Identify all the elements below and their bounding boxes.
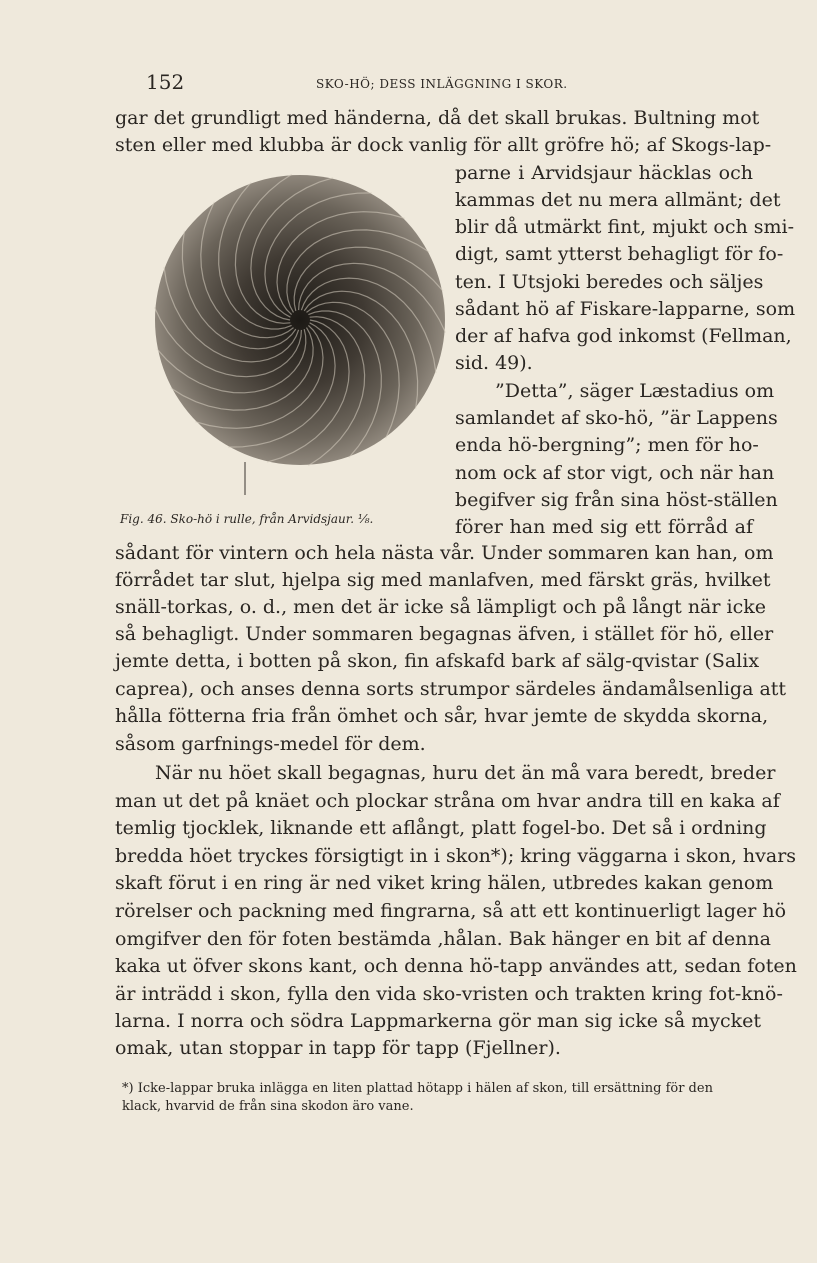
body-line: sten eller med klubba är dock vanlig för allt gröfre hö; af Skogs-lap-	[115, 134, 772, 156]
body-line: nom ock af stor vigt, och när han	[455, 462, 775, 484]
body-line: omgifver den för foten bestämda ‚hålan. Bak hänger en bit af denna	[115, 928, 771, 950]
body-line: snäll-torkas, o. d., men det är icke så lämpligt och på långt när icke	[115, 596, 766, 618]
body-line: blir då utmärkt fint, mjukt och smi-	[455, 216, 795, 238]
body-line: förer han med sig ett förråd af	[455, 516, 753, 538]
body-line: enda hö-bergning”; men för ho-	[455, 434, 759, 456]
body-line: begifver sig från sina höst-ställen	[455, 489, 778, 511]
body-line: förrådet tar slut, hjelpa sig med manlafven, med färskt gräs, hvilket	[115, 569, 771, 591]
body-line: såsom garfnings-medel för dem.	[115, 733, 426, 755]
body-line: jemte detta, i botten på skon, fin afskafd bark af sälg-qvistar (Salix	[115, 650, 760, 672]
body-line: omak, utan stoppar in tapp för tapp (Fjellner).	[115, 1037, 561, 1059]
figure-hay-roll	[150, 170, 450, 500]
body-line: ten. I Utsjoki beredes och säljes	[455, 271, 764, 293]
body-line: sid. 49).	[455, 352, 533, 374]
hay-roll-illustration	[150, 170, 450, 500]
running-head: SKO-HÖ; DESS INLÄGGNING I SKOR.	[316, 77, 568, 91]
page-header	[146, 70, 746, 100]
body-line: sådant för vintern och hela nästa vår. Under sommaren kan han, om	[115, 542, 774, 564]
body-line: kammas det nu mera allmänt; det	[455, 189, 781, 211]
body-line: man ut det på knäet och plockar stråna om hvar andra till en kaka af	[115, 790, 780, 812]
body-line: der af hafva god inkomst (Fellman,	[455, 325, 792, 347]
page-number: 152	[146, 70, 185, 94]
body-line: rörelser och packning med fingrarna, så att ett kontinuerligt lager hö	[115, 900, 787, 922]
body-line: bredda höet tryckes försigtigt in i skon*); kring väggarna i skon, hvars	[115, 845, 797, 867]
body-line: så behagligt. Under sommaren begagnas äfven, i stället för hö, eller	[115, 623, 774, 645]
body-line: När nu höet skall begagnas, huru det än må vara beredt, breder	[155, 762, 776, 784]
body-line: gar det grundligt med händerna, då det skall brukas. Bultning mot	[115, 107, 760, 129]
body-line: digt, samt ytterst behagligt för fo-	[455, 243, 784, 265]
body-line: är inträdd i skon, fylla den vida sko-vristen och trakten kring fot-knö-	[115, 983, 783, 1005]
footnote-line: klack, hvarvid de från sina skodon äro vane.	[122, 1099, 414, 1114]
body-line: skaft förut i en ring är ned viket kring hälen, utbredes kakan genom	[115, 872, 774, 894]
body-line: caprea), och anses denna sorts strumpor särdeles ändamålsenliga att	[115, 678, 787, 700]
footnote-line: *) Icke-lappar bruka inlägga en liten plattad hötapp i hälen af skon, till ersättning för den	[122, 1081, 713, 1096]
body-line: sådant hö af Fiskare-lapparne, som	[455, 298, 796, 320]
body-line: kaka ut öfver skons kant, och denna hö-tapp användes att, sedan foten	[115, 955, 797, 977]
body-line: larna. I norra och södra Lappmarkerna gör man sig icke så mycket	[115, 1010, 761, 1032]
figure-caption: Fig. 46. Sko-hö i rulle, från Arvidsjaur. ⅛.	[120, 512, 374, 526]
body-line: parne i Arvidsjaur häcklas och	[455, 162, 753, 184]
body-line: hålla fötterna fria från ömhet och sår, hvar jemte de skydda skorna,	[115, 705, 769, 727]
body-line: samlandet af sko-hö, ”är Lappens	[455, 407, 778, 429]
body-line: ”Detta”, säger Læstadius om	[495, 380, 775, 402]
body-line: temlig tjocklek, liknande ett aflångt, platt fogel-bo. Det så i ordning	[115, 817, 767, 839]
